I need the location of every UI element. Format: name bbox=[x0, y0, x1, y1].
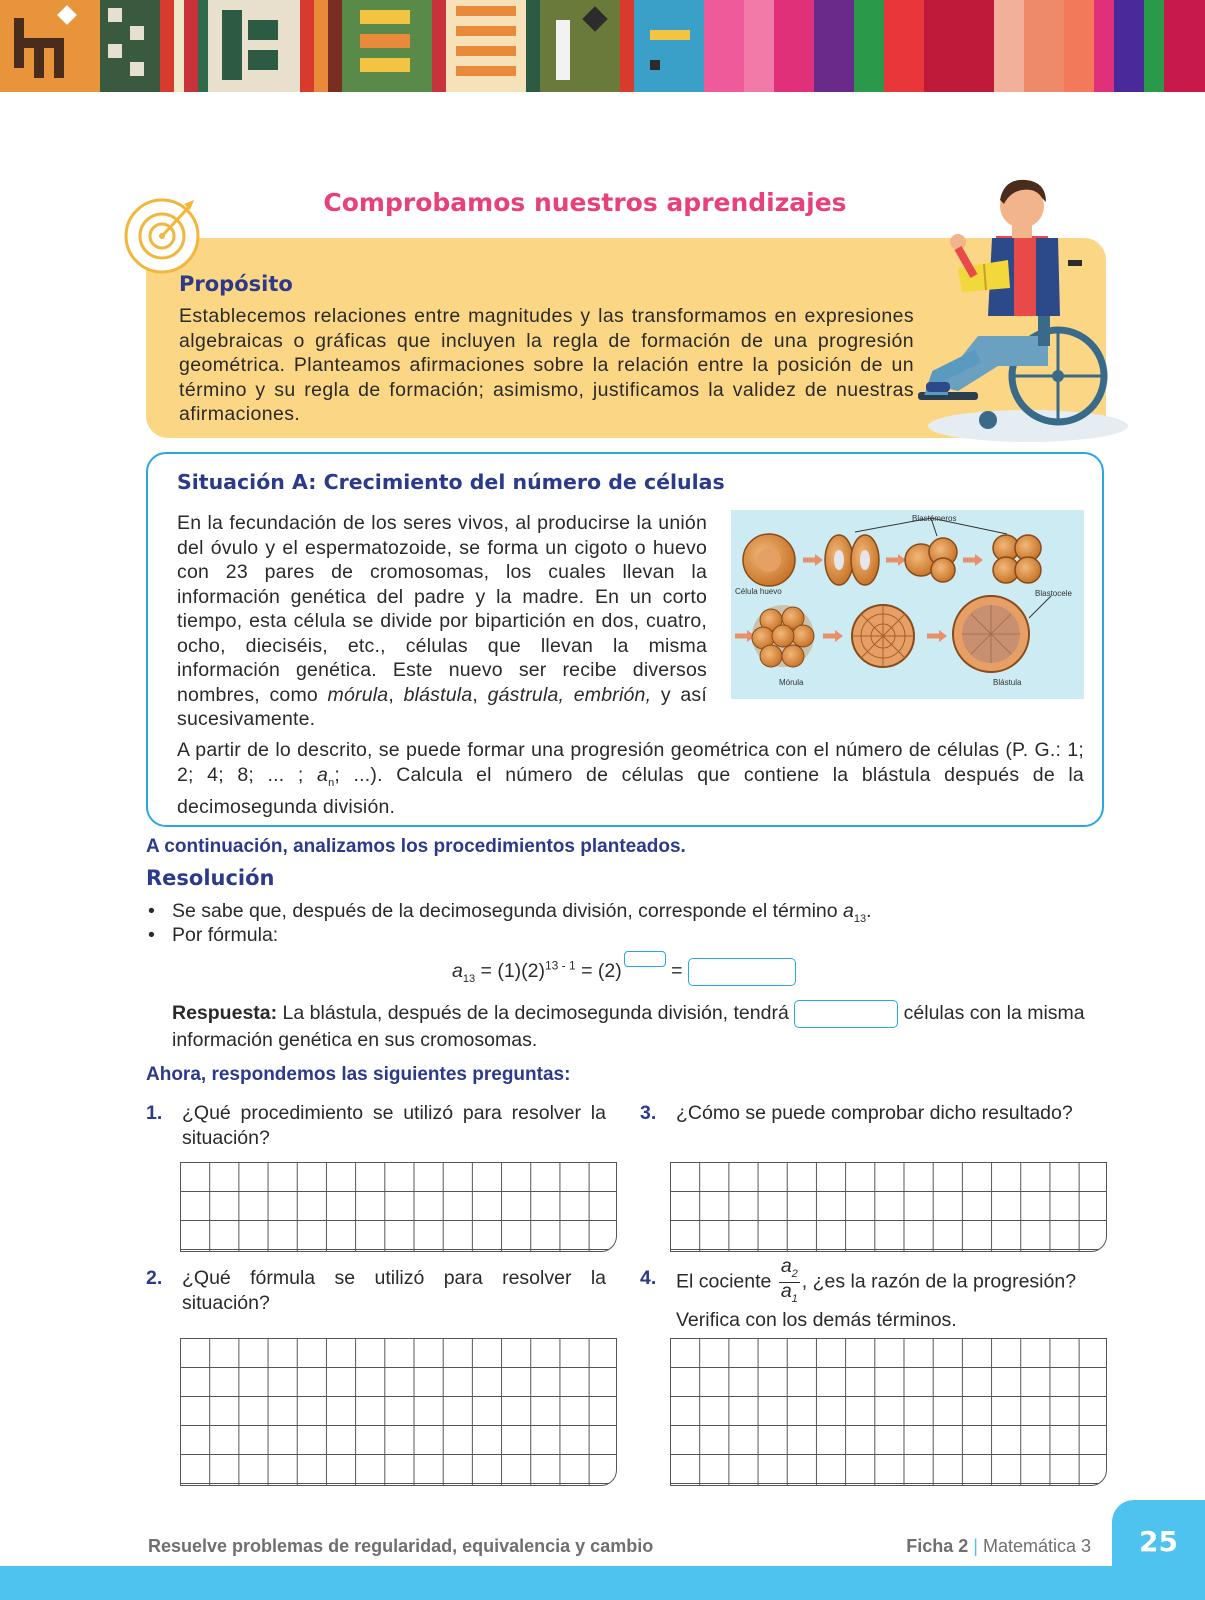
exponent-input-box[interactable] bbox=[624, 951, 666, 967]
answer-grid-3[interactable] bbox=[670, 1162, 1107, 1252]
label-blastomeros: Blastómeros bbox=[912, 514, 957, 523]
exponent: 13 - 1 bbox=[545, 958, 576, 973]
page-number: 25 bbox=[1139, 1525, 1178, 1558]
footer-bar bbox=[0, 1566, 1205, 1600]
analysis-lead: A continuación, analizamos los procedimientos planteados. bbox=[146, 836, 686, 857]
question-number: 3. bbox=[640, 1102, 657, 1124]
term-morula: mórula bbox=[327, 683, 389, 706]
question-text: ¿Qué fórmula se utilizó para resolver la situación? bbox=[182, 1267, 606, 1314]
period: . bbox=[866, 900, 872, 922]
label-morula: Mórula bbox=[779, 678, 804, 687]
answer-text: La blástula, después de la decimosegunda división, tendrá bbox=[277, 1002, 795, 1025]
comma: , bbox=[388, 683, 404, 706]
bullet-text: Se sabe que, después de la decimosegunda división, corresponde el término bbox=[172, 900, 844, 922]
question-number: 4. bbox=[640, 1267, 657, 1289]
answer-input-box[interactable] bbox=[794, 1000, 898, 1028]
situation-text: En la fecundación de los seres vivos, al producirse la unión del óvulo y el espermatozoide, se forma un cigoto o huevo con 23 pares de cromosomas, los cuales llevan la información genética del padre y la madre. En un corto tiempo, esta célula se divide por bipartición en dos, cuatro, ocho, dieciséis, etc., células que llevan la misma información genética. Este nuevo ser recibe diversos nombres, como bbox=[177, 512, 707, 706]
fraction-a2-a1 bbox=[779, 1255, 800, 1307]
list-item: • Se sabe que, después de la decimosegunda división, corresponde el término $a_{13}$. bbox=[148, 900, 872, 925]
bullet-text: Por fórmula: bbox=[172, 924, 279, 946]
purpose-title: Propósito bbox=[179, 272, 293, 296]
frac-den-sub: 1 bbox=[791, 1292, 798, 1305]
question-text: ¿Qué procedimiento se utilizó para resolver la situación? bbox=[182, 1102, 606, 1149]
formula-result-box[interactable] bbox=[688, 958, 796, 986]
term-a: a bbox=[843, 900, 854, 922]
purpose-text: Establecemos relaciones entre magnitudes y las transformamos en expresiones algebraicas o gráficas que incluyen la regla de formación de una progresión geométrica. Planteamos afirmaciones sobre la relación entre la posición de un término y su regla de formación; asimismo, justificamos la validez de nuestras afirmaciones. bbox=[179, 305, 914, 425]
target-icon bbox=[124, 196, 204, 276]
situation-paragraph-1 bbox=[177, 511, 707, 732]
question-1 bbox=[146, 1101, 606, 1151]
label-blastula: Blástula bbox=[993, 678, 1022, 687]
answer-grid-4[interactable] bbox=[670, 1338, 1107, 1486]
question-2 bbox=[146, 1266, 606, 1316]
situation-paragraph-2 bbox=[177, 738, 1084, 819]
textile-banner bbox=[0, 0, 1205, 92]
frac-den: a bbox=[780, 1279, 792, 1302]
resolution-title: Resolución bbox=[146, 866, 275, 890]
page-title: Comprobamos nuestros aprendizajes bbox=[323, 188, 847, 217]
formula bbox=[452, 951, 796, 986]
question-text-b: , ¿es la razón de la progresión? bbox=[801, 1270, 1077, 1293]
term-a: a bbox=[452, 960, 463, 982]
situation-title: Situación A: Crecimiento del número de células bbox=[177, 470, 725, 494]
questions-lead: Ahora, respondemos las siguientes preguntas: bbox=[146, 1064, 571, 1085]
frac-num-sub: 2 bbox=[791, 1267, 798, 1280]
footer-competency: Resuelve problemas de regularidad, equivalencia y cambio bbox=[148, 1536, 654, 1556]
cell-division-figure bbox=[731, 510, 1084, 699]
question-3 bbox=[640, 1101, 1100, 1151]
question-number: 1. bbox=[146, 1102, 163, 1124]
label-celula-huevo: Célula huevo bbox=[735, 587, 782, 596]
answer-text-end: células con la misma información genética en sus cromosomas. bbox=[172, 1002, 1085, 1051]
question-4 bbox=[640, 1255, 1100, 1336]
answer-label: Respuesta: bbox=[172, 1002, 278, 1025]
list-item: • Por fórmula: bbox=[148, 924, 279, 946]
answer-grid-1[interactable] bbox=[180, 1162, 617, 1252]
situation-question-text: A partir de lo descrito, se puede formar una progresión geométrica con el número de células (P. G.: 1; 2; 4; 8; ... ; bbox=[177, 739, 1084, 786]
term-gastrula-embrion: gástrula, embrión, bbox=[487, 683, 652, 706]
comma: , bbox=[472, 683, 488, 706]
question-text-a: El cociente bbox=[676, 1270, 777, 1293]
answer-statement bbox=[172, 1000, 1102, 1053]
subscript-n: n bbox=[328, 776, 335, 789]
subscript-13: 13 bbox=[853, 912, 867, 925]
formula-end: = (2) bbox=[575, 960, 622, 982]
student-wheelchair-illustration bbox=[918, 176, 1128, 448]
situation-question-end: ; ...). Calcula el número de células que contiene la blástula después de la decimosegunda división. bbox=[177, 763, 1084, 818]
subscript-13: 13 bbox=[462, 972, 476, 985]
subject-label: Matemática 3 bbox=[982, 1536, 1091, 1556]
question-text: ¿Cómo se puede comprobar dicho resultado? bbox=[676, 1102, 1073, 1124]
formula-mid: = (1)(2) bbox=[475, 960, 545, 982]
equals-sign: = bbox=[665, 960, 688, 982]
situation-text-end: y así sucesivamente. bbox=[177, 683, 707, 730]
ficha-label: Ficha 2 bbox=[906, 1536, 969, 1556]
term-a: a bbox=[317, 763, 329, 786]
frac-num: a bbox=[780, 1255, 792, 1277]
term-blastula: blástula bbox=[403, 683, 473, 706]
footer-ficha bbox=[906, 1536, 1091, 1557]
question-text bbox=[676, 1255, 1106, 1307]
question-number: 2. bbox=[146, 1267, 163, 1289]
answer-grid-2[interactable] bbox=[180, 1338, 617, 1486]
separator: | bbox=[973, 1536, 978, 1556]
question-text-c: Verifica con los demás términos. bbox=[676, 1309, 957, 1331]
label-blastocele: Blastocele bbox=[1035, 589, 1072, 598]
